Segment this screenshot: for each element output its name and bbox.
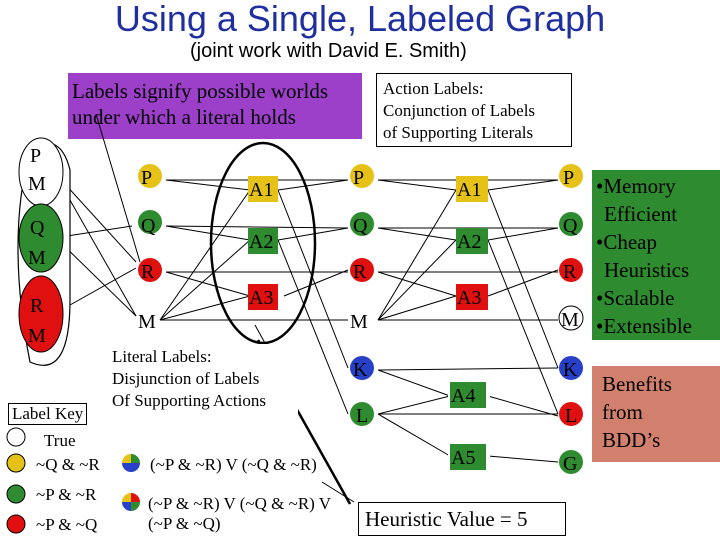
a5-label: A5 [451, 447, 476, 469]
label-key-title: Label Key [8, 403, 87, 425]
key-all-label: (~P & ~R) V (~Q & ~R) V [148, 494, 332, 513]
benefit-item: •Memory [596, 174, 676, 198]
a4-label: A4 [451, 385, 476, 407]
l2-r: R [563, 261, 577, 283]
action-note-line1: Action Labels: [383, 79, 484, 98]
l0-p: P [141, 167, 153, 189]
benefits-list [592, 170, 720, 340]
action-note-line3: of Supporting Literals [383, 123, 534, 142]
key-mixed-swatch [122, 454, 140, 472]
l2-g: G [563, 453, 578, 475]
init-m3-label: M [28, 325, 46, 347]
key-true-swatch [7, 428, 25, 446]
heuristic-value: Heuristic Value = 5 [358, 502, 566, 536]
l2-l: L [565, 405, 578, 427]
l1-m: M [350, 311, 368, 333]
l0-m: M [138, 311, 156, 333]
bdd-line3: BDD’s [602, 428, 661, 452]
action-note-line2: Conjunction of Labels [383, 101, 536, 120]
labels-note-line1: Labels signify possible worlds [72, 79, 329, 103]
labels-note-line2: under which a literal holds [72, 105, 296, 129]
benefit-item: •Extensible [596, 314, 692, 338]
literal-note-line2: Disjunction of Labels [112, 369, 260, 388]
l0-q: Q [141, 215, 156, 237]
bdd-line1: Benefits [602, 372, 672, 396]
literal-note-line3: Of Supporting Actions [112, 391, 266, 410]
key-mixed-label: (~P & ~R) V (~Q & ~R) [150, 455, 317, 474]
init-m2-label: M [28, 247, 46, 269]
benefit-item: Efficient [604, 202, 678, 226]
init-m1-label: M [28, 173, 46, 195]
bdd-line2: from [602, 400, 643, 424]
a2-label: A2 [249, 231, 274, 253]
init-p-label: P [30, 145, 42, 167]
a3-l2-label: A3 [457, 287, 482, 309]
l1-q: Q [353, 215, 368, 237]
bdd-benefits [592, 366, 720, 462]
key-yellow-swatch [7, 454, 25, 472]
subtitle: (joint work with David E. Smith) [190, 40, 467, 62]
a2-l2-label: A2 [457, 231, 482, 253]
key-all-label2: (~P & ~Q) [148, 514, 221, 533]
l0-r: R [141, 261, 155, 283]
literal-note-line1: Literal Labels: [112, 347, 212, 366]
benefit-item: •Cheap [596, 230, 658, 254]
a1-l2-label: A1 [457, 179, 482, 201]
key-yellow-label: ~Q & ~R [36, 455, 100, 474]
init-r-label: R [30, 295, 44, 317]
literal-labels-note [108, 344, 298, 416]
l2-m: M [561, 309, 579, 331]
key-true-label: True [44, 431, 76, 450]
l2-q: Q [563, 215, 578, 237]
benefit-item: Heuristics [604, 258, 690, 282]
page-title: Using a Single, Labeled Graph [114, 0, 606, 39]
l1-r: R [353, 261, 367, 283]
a3-label: A3 [249, 287, 274, 309]
l1-p: P [353, 167, 365, 189]
key-green-swatch [7, 485, 25, 503]
key-green-label: ~P & ~R [36, 485, 97, 504]
init-q-label: Q [30, 217, 45, 239]
l2-p: P [563, 167, 575, 189]
a1-label: A1 [249, 179, 274, 201]
key-red-swatch [7, 515, 25, 533]
benefit-item: •Scalable [596, 286, 675, 310]
key-all-swatch [122, 493, 140, 511]
key-red-label: ~P & ~Q [36, 515, 98, 534]
l1-l: L [356, 405, 369, 427]
l1-k: K [353, 359, 368, 381]
l2-k: K [563, 359, 578, 381]
